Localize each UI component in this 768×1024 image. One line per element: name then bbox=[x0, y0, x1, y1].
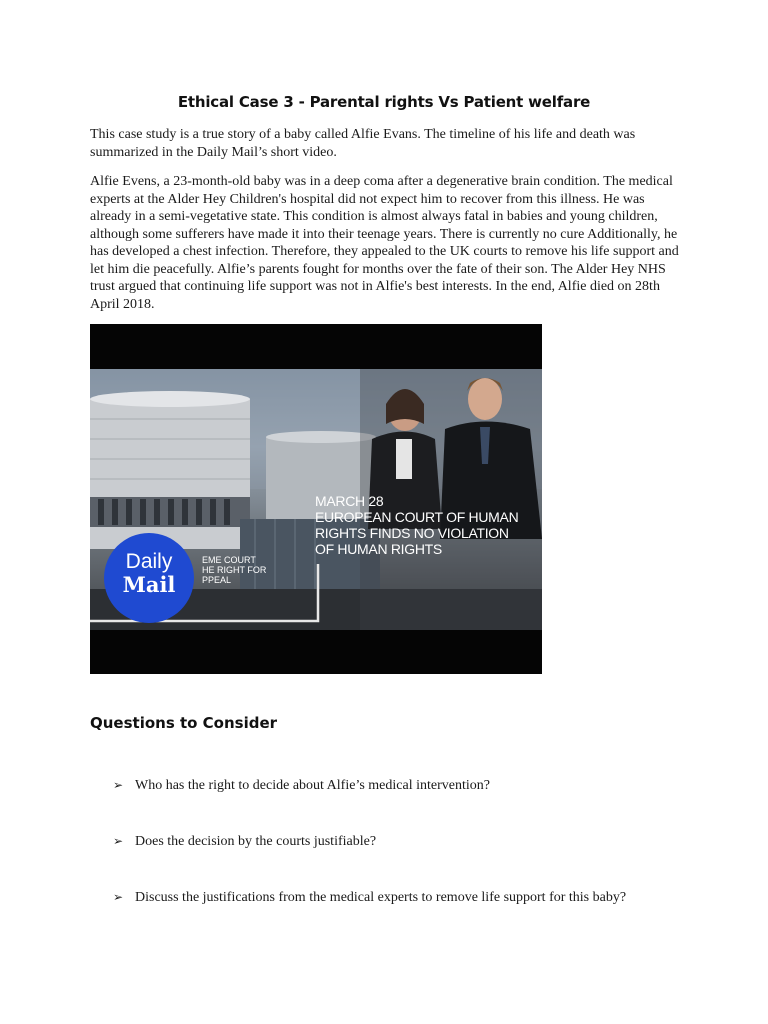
sub-caption-line: HE RIGHT FOR bbox=[202, 565, 267, 575]
daily-mail-logo bbox=[104, 533, 194, 623]
question-text: Discuss the justifications from the medical experts to remove life support for this baby? bbox=[135, 890, 627, 905]
sub-caption-line: PPEAL bbox=[202, 575, 232, 585]
logo-line-mail: Mail bbox=[122, 572, 176, 597]
video-thumbnail[interactable] bbox=[90, 324, 542, 674]
question-text: Who has the right to decide about Alfie’s medical intervention? bbox=[135, 778, 490, 793]
question-item bbox=[113, 832, 376, 851]
question-item bbox=[113, 888, 626, 907]
question-item bbox=[113, 776, 490, 795]
video-sub-caption bbox=[202, 555, 266, 585]
logo-line-daily: Daily bbox=[125, 550, 173, 573]
questions-heading: Questions to Consider bbox=[90, 714, 278, 732]
video-caption bbox=[315, 493, 540, 557]
arrow-bullet-icon: ➢ bbox=[113, 778, 124, 792]
sub-caption-line: EME COURT bbox=[202, 555, 256, 565]
video-scene bbox=[90, 369, 542, 630]
arrow-bullet-icon: ➢ bbox=[113, 890, 124, 904]
caption-line: EUROPEAN COURT OF HUMAN bbox=[315, 509, 519, 525]
arrow-bullet-icon: ➢ bbox=[113, 834, 124, 848]
case-paragraph: Alfie Evens, a 23-month-old baby was in a deep coma after a degenerative brain condition. The medical experts at the Alder Hey Children's hospital did not expect him to recover from this illness. He was already in a semi-vegetative state. This condition is almost always fatal in babies and young children, although some sufferers have made it into their teenage years. There is currently no cure Additionally, he has developed a chest infection. Therefore, they appealed to the UK courts to remove his life support and let him die peacefully. Alfie’s parents fought for months over the fate of their son. The Alder Hey NHS trust argued that continuing life support was not in Alfie's best interests. In the end, Alfie died on 28th April 2018. bbox=[90, 174, 679, 312]
caption-line: RIGHTS FINDS NO VIOLATION bbox=[315, 525, 509, 541]
document-title: Ethical Case 3 - Parental rights Vs Patient welfare bbox=[177, 93, 591, 111]
intro-paragraph: This case study is a true story of a baby called Alfie Evans. The timeline of his life and death was summarized in the Daily Mail’s short video. bbox=[90, 127, 636, 160]
caption-line: MARCH 28 bbox=[315, 493, 384, 509]
caption-line: OF HUMAN RIGHTS bbox=[315, 541, 442, 557]
question-text: Does the decision by the courts justifiable? bbox=[135, 834, 377, 849]
